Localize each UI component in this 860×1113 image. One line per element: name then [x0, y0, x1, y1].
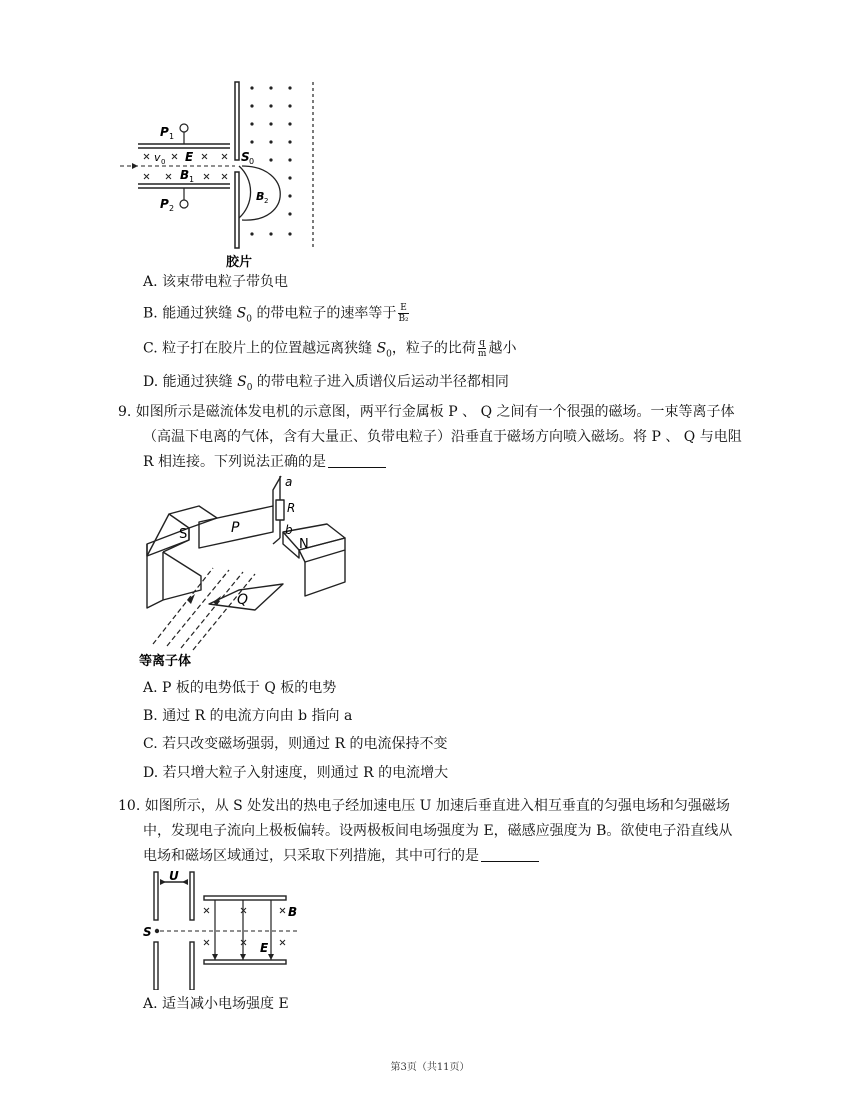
label-r: R: [287, 501, 296, 515]
label-q: Q: [237, 592, 249, 608]
label-v0: v: [154, 151, 161, 164]
label-b2: B: [256, 190, 265, 203]
answer-blank: [481, 847, 539, 862]
q9-option-b: B. 通过 R 的电流方向由 b 指向 a: [143, 708, 353, 724]
label-v0-sub: 0: [161, 158, 166, 166]
fraction-e-over-b2: $\frac{E}{\text{B₂}}$: [398, 303, 409, 324]
q8-option-b: B. 能通过狭缝 $S_0$ 的带电粒子的速率等于 $\frac{E}{\text{B₂}}$: [143, 303, 409, 325]
figure1-caption: 胶片: [226, 255, 253, 270]
label-s0-sub: 0: [249, 157, 255, 166]
figure2-caption: 等离子体: [139, 654, 192, 669]
label-b1: B: [180, 168, 190, 182]
label-s: S: [179, 527, 188, 542]
label-p2: P: [160, 197, 169, 211]
q9-option-a: A. P 板的电势低于 Q 板的电势: [143, 680, 337, 696]
q9-stem-line3: R 相连接。下列说法正确的是: [143, 452, 386, 472]
q10-option-a: A. 适当减小电场强度 E: [143, 996, 289, 1012]
mass-spectrometer-figure: [118, 78, 328, 270]
label-s: S: [143, 925, 152, 939]
label-p1-sub: 1: [169, 132, 175, 141]
label-e: E: [260, 941, 269, 955]
label-p: P: [231, 520, 240, 536]
q10-stem-line3: 电场和磁场区域通过，只采取下列措施，其中可行的是: [143, 846, 539, 866]
q8-option-d: D. 能通过狭缝 $S_0$ 的带电粒子进入质谱仪后运动半径都相同: [143, 374, 509, 393]
label-s0: S: [241, 150, 250, 164]
mhd-generator-figure: [133, 472, 363, 672]
label-u: U: [169, 869, 179, 883]
label-b2-sub: 2: [264, 197, 269, 205]
q9-option-c: C. 若只改变磁场强弱，则通过 R 的电流保持不变: [143, 736, 448, 752]
label-b: B: [288, 905, 298, 919]
q9-option-d: D. 若只增大粒子入射速度，则通过 R 的电流增大: [143, 765, 449, 781]
q9-stem-line2: （高温下电离的气体，含有大量正、负带电粒子）沿垂直于磁场方向喷入磁场。将 P 、 Q 与电阻: [143, 429, 742, 445]
q8-option-c: C. 粒子打在胶片上的位置越远离狭缝 $S_0$，粒子的比荷 $\frac{q}{m}$ 越小: [143, 338, 517, 360]
label-p1: P: [160, 125, 169, 139]
answer-blank: [328, 453, 386, 468]
velocity-selector-figure: [140, 868, 310, 990]
label-b: b: [285, 523, 293, 537]
label-a: a: [285, 475, 293, 489]
q8-option-a: A. 该束带电粒子带负电: [143, 274, 289, 290]
q10-stem-line1: 10. 如图所示，从 S 处发出的热电子经加速电压 U 加速后垂直进入相互垂直的匀强电场和匀强磁场: [118, 798, 730, 814]
q10-stem-line2: 中，发现电子流向上极板偏转。设两极板间电场强度为 E，磁感应强度为 B。欲使电子沿直线从: [143, 823, 733, 839]
label-e: E: [185, 150, 194, 164]
page-footer: 第3页（共11页）: [390, 1062, 470, 1073]
label-b1-sub: 1: [189, 175, 195, 184]
fraction-q-over-m: $\frac{q}{m}$: [477, 338, 487, 359]
label-p2-sub: 2: [169, 204, 175, 213]
q9-stem-line1: 9. 如图所示是磁流体发电机的示意图，两平行金属板 P 、 Q 之间有一个很强的磁场。一束等离子体: [118, 404, 735, 420]
label-n: N: [299, 537, 309, 552]
